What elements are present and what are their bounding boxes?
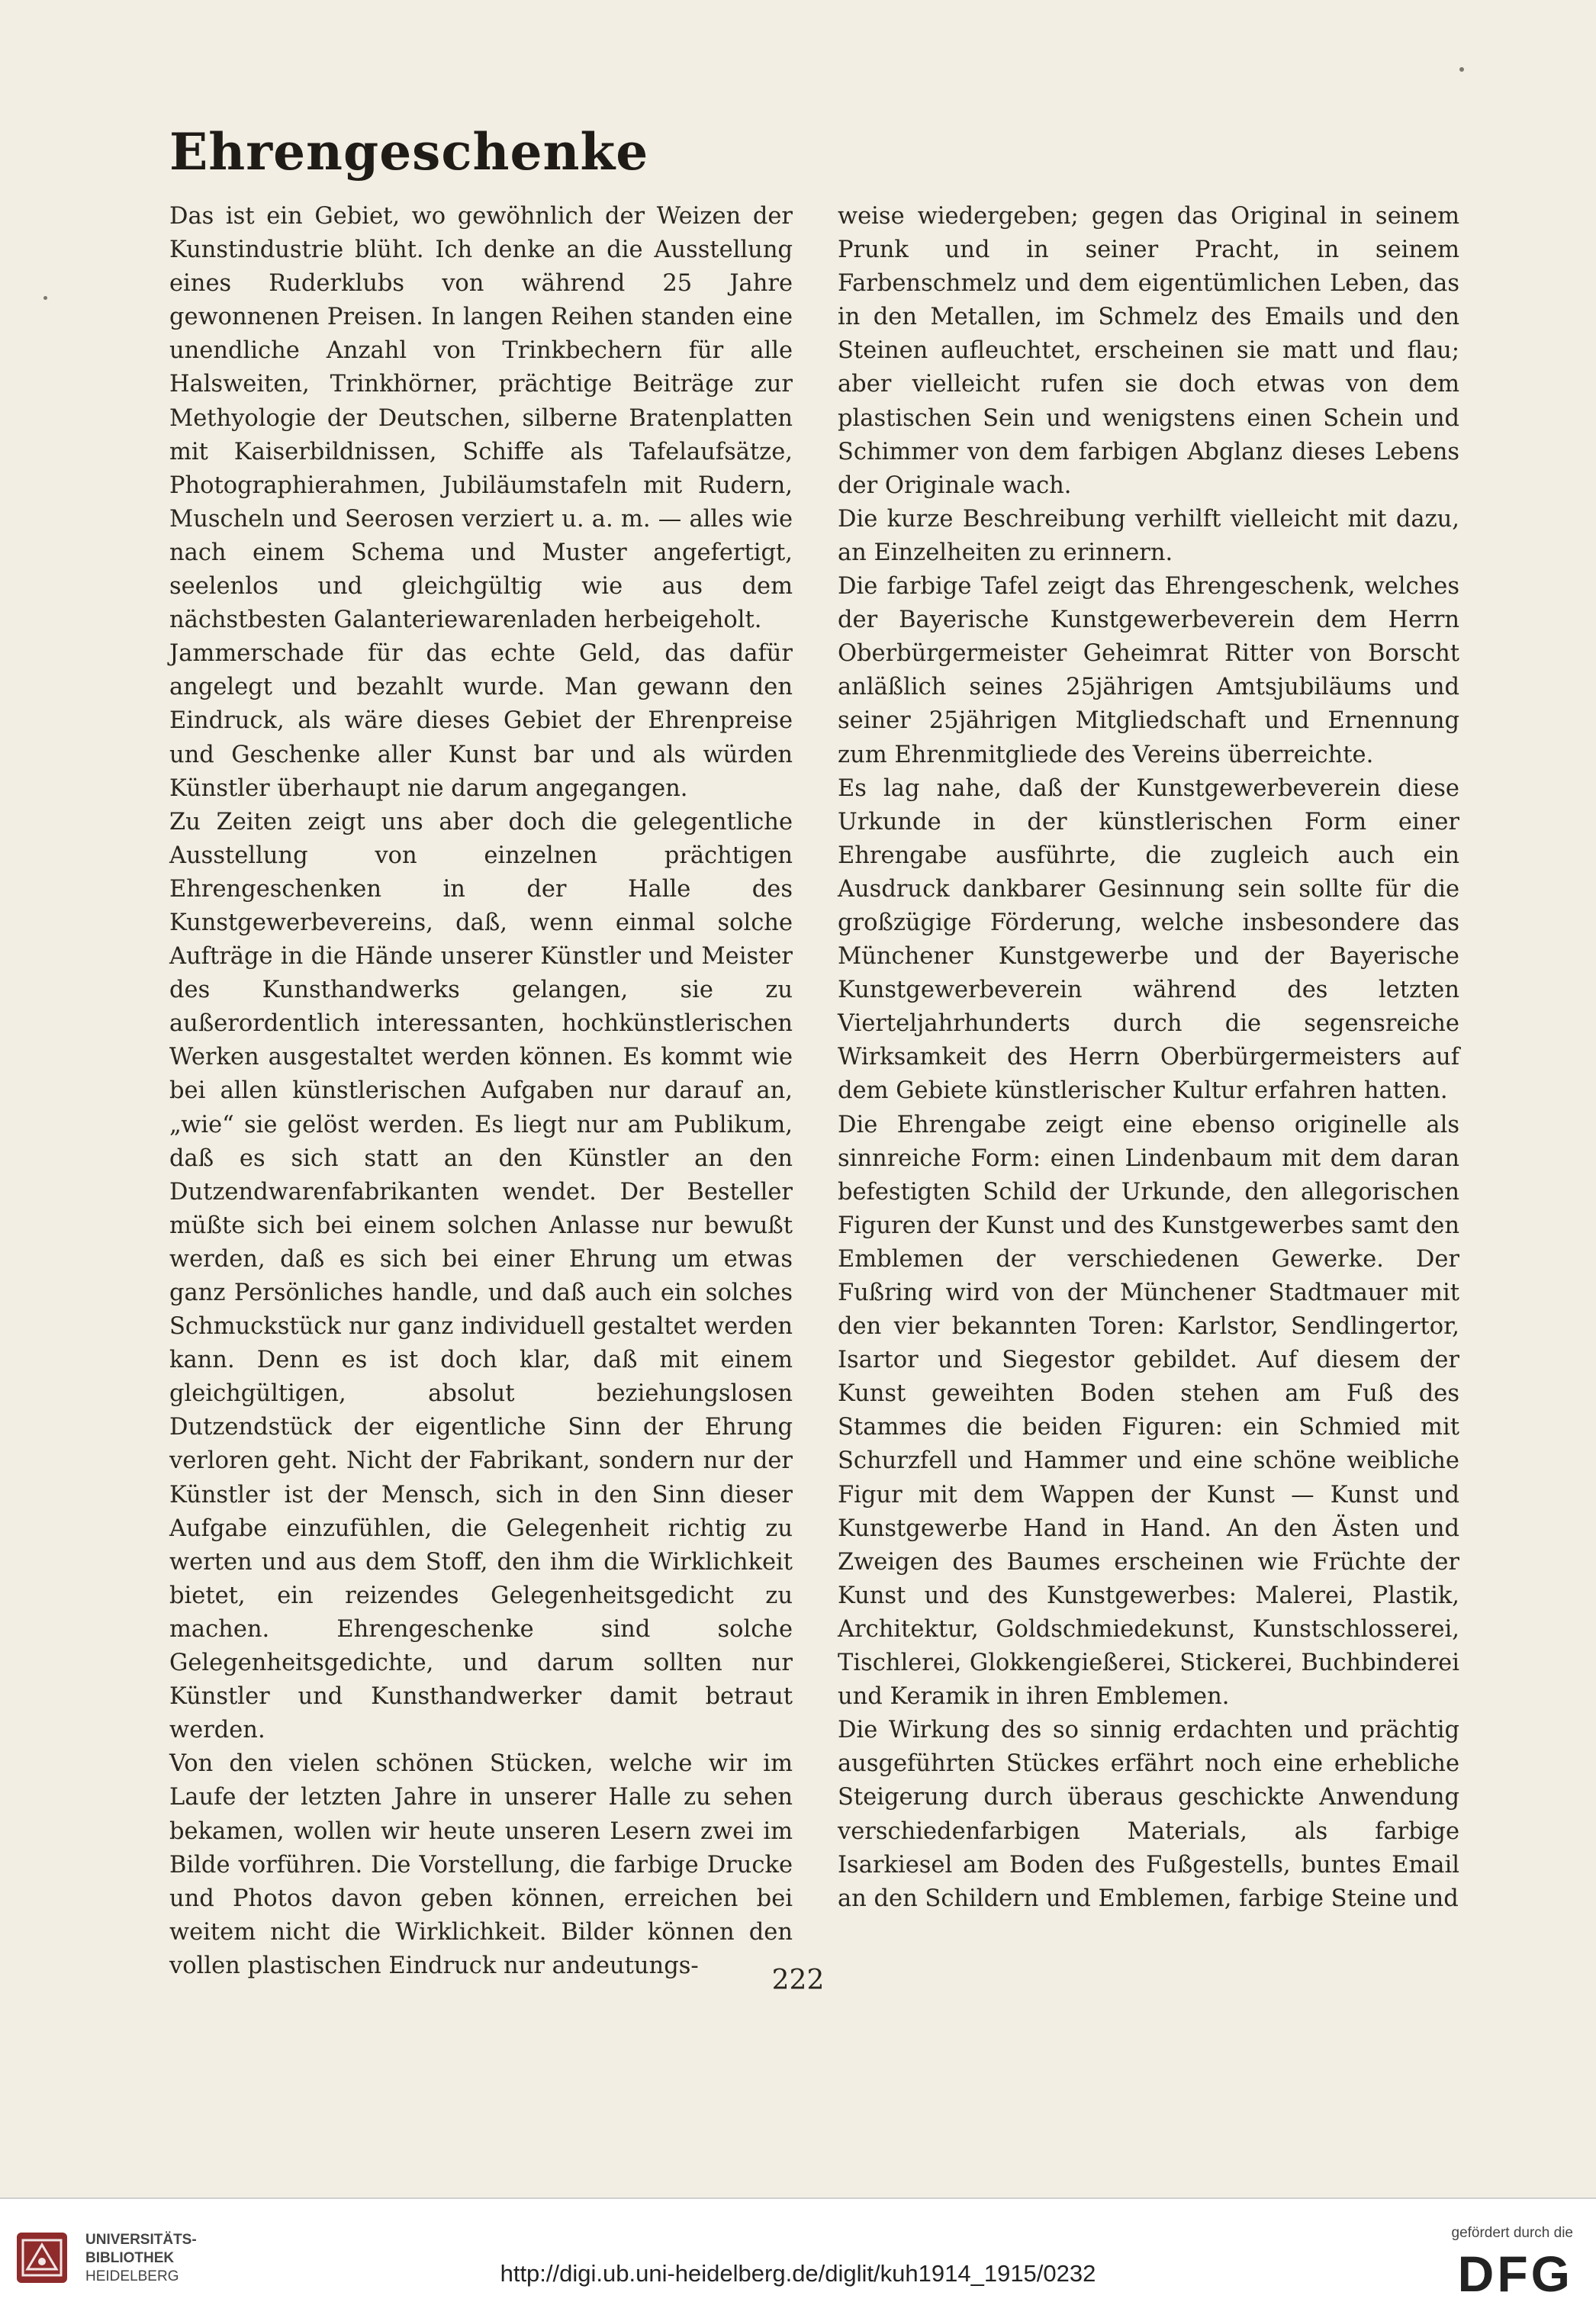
paragraph: Zu Zeiten zeigt uns aber doch die gelegentliche Ausstellung von einzelnen prächtigen Ehrengeschenken in der Halle des Kunstgewerbevereins, daß, wenn einmal solche Aufträge in die Hände unserer Künstler und Meister des Kunsthandwerks gelangen, sie zu außerordentlich interessanten, hochkünstlerischen Werken ausgestaltet werden können. Es kommt wie bei allen künstlerischen Aufgaben nur darauf an, „wie“ sie gelöst werden. Es liegt nur am Publikum, daß es sich statt an den Künstler an den Dutzendwarenfabrikanten wendet. Der Besteller müßte sich bei einem solchen Anlasse nur bewußt werden, daß es sich bei einer Ehrung um etwas ganz Persönliches handle, und daß auch ein solches Schmuckstück nur ganz individuell gestaltet werden kann. Denn es ist doch klar, daß mit einem gleichgültigen, absolut beziehungslosen Dutzendstück der eigentliche Sinn der Ehrung verloren geht. Nicht der Fabrikant, sondern nur der Künstler ist der Mensch, sich in den Sinn dieser Aufgabe einzufühlen, die Gelegenheit richtig zu werten und aus dem Stoff, den ihm die Wirklichkeit bietet, ein reizendes Gelegenheitsgedicht zu machen. Ehrengeschenke sind solche Gelegenheitsgedichte, und darum sollten nur Künstler und Kunsthandwerker damit betraut werden.	[169, 808, 793, 1744]
right-column	[838, 200, 1459, 1916]
paragraph: weise wiedergeben; gegen das Original in seinem Prunk und in seiner Pracht, in seinem Farbenschmelz und dem eigentümlichen Leben, das in den Metallen, im Schmelz des Emails und den Steinen aufleuchtet, erscheinen sie matt und flau; aber vielleicht rufen sie doch etwas von dem plastischen Sein und wenigstens einen Schein und Schimmer von dem farbigen Abglanz dieses Lebens der Originale wach.	[838, 203, 1459, 499]
institution-line: BIBLIOTHEK	[85, 2250, 175, 2266]
paragraph: Die farbige Tafel zeigt das Ehrengeschenk, welches der Bayerische Kunstgewerbeverein dem Herrn Oberbürgermeister Geheimrat Ritter von Borscht anläßlich seines 25jährigen Amtsjubiläums und seiner 25jährigen Mitgliedschaft und Ernennung zum Ehrenmitgliede des Vereins überreichte.	[838, 573, 1459, 768]
scan-speck	[43, 296, 47, 300]
left-column	[169, 200, 793, 1983]
permalink-url[interactable]: http://digi.ub.uni-heidelberg.de/diglit/kuh1914_1915/0232	[500, 2260, 1096, 2287]
paragraph: Die Ehrengabe zeigt eine ebenso originelle als sinnreiche Form: einen Lindenbaum mit dem daran befestigten Schild der Urkunde, den allegorischen Figuren der Kunst und des Kunstgewerbes samt den Emblemen der verschiedenen Gewerke. Der Fußring wird von der Münchener Stadtmauer mit den vier bekannten Toren: Karlstor, Sendlingertor, Isartor und Siegestor gebildet. Auf diesem der Kunst geweihten Boden stehen am Fuß des Stammes die beiden Figuren: ein Schmied mit Schurzfell und Hammer und eine schöne weibliche Figur mit dem Wappen der Kunst — Kunst und Kunstgewerbe Hand in Hand. An den Ästen und Zweigen des Baumes erscheinen wie Früchte der Kunst und des Kunstgewerbes: Malerei, Plastik, Architektur, Goldschmiedekunst, Kunstschlosserei, Tischlerei, Glokkengießerei, Stickerei, Buchbinderei und Keramik in ihren Emblemen.	[838, 1111, 1459, 1711]
scan-speck	[1459, 67, 1464, 72]
paragraph: Es lag nahe, daß der Kunstgewerbeverein diese Urkunde in der künstlerischen Form einer Ehrengabe ausführte, die zugleich auch ein Ausdruck dankbarer Gesinnung sein sollte für die großzügige Förderung, welche insbesondere das Münchener Kunstgewerbe und der Bayerische Kunstgewerbeverein während des letzten Vierteljahrhunderts durch die segensreiche Wirksamkeit des Herrn Oberbürgermeisters auf dem Gebiete künstlerischer Kultur erfahren hatten.	[838, 774, 1459, 1105]
page-number: 222	[771, 1965, 825, 1996]
article-heading: Ehrengeschenke	[169, 122, 649, 182]
institution-line: HEIDELBERG	[85, 2268, 179, 2284]
paragraph: Die kurze Beschreibung verhilft vielleicht mit dazu, an Einzelheiten zu erinnern.	[838, 505, 1459, 566]
paragraph: Jammerschade für das echte Geld, das dafür angelegt und bezahlt wurde. Man gewann den Eindruck, als wäre dieses Gebiet der Ehrenpreise und Geschenke aller Kunst bar und als würden Künstler überhaupt nie darum angegangen.	[169, 640, 793, 802]
digitization-footer	[0, 2197, 1596, 2318]
paragraph: Von den vielen schönen Stücken, welche wir im Laufe der letzten Jahre in unserer Halle zu sehen bekamen, wollen wir heute unseren Lesern zwei im Bilde vorführen. Die Vorstellung, die farbige Drucke und Photos davon geben können, erreichen bei weitem nicht die Wirklichkeit. Bilder können den vollen plastischen Eindruck nur andeutungs-	[169, 1750, 793, 1979]
paragraph: Das ist ein Gebiet, wo gewöhnlich der Weizen der Kunstindustrie blüht. Ich denke an die Ausstellung eines Ruderklubs von während 25 Jahre gewonnenen Preisen. In langen Reihen standen eine unendliche Anzahl von Trinkbechern für alle Halsweiten, Trinkhörner, prächtige Beiträge zur Methyologie der Deutschen, silberne Bratenplatten mit Kaiserbildnissen, Schiffe als Tafelaufsätze, Photographierahmen, Jubiläumstafeln mit Rudern, Muscheln und Seerosen verziert u. a. m. — alles wie nach einem Schema und Muster angefertigt, seelenlos und gleichgültig wie aus dem nächstbesten Galanteriewarenladen herbeigeholt.	[169, 203, 793, 634]
funded-by-label: gefördert durch die	[1451, 2225, 1573, 2241]
institution-line: UNIVERSITÄTS-	[85, 2232, 197, 2248]
paragraph: Die Wirkung des so sinnig erdachten und prächtig ausgeführten Stückes erfährt noch eine erhebliche Steigerung durch überaus geschickte Anwendung verschiedenfarbigen Materials, als farbige Isarkiesel am Boden des Fußgestells, buntes Email an den Schildern und Emblemen, farbige Steine und	[838, 1717, 1459, 1912]
dfg-logo: DFG	[1457, 2246, 1573, 2302]
